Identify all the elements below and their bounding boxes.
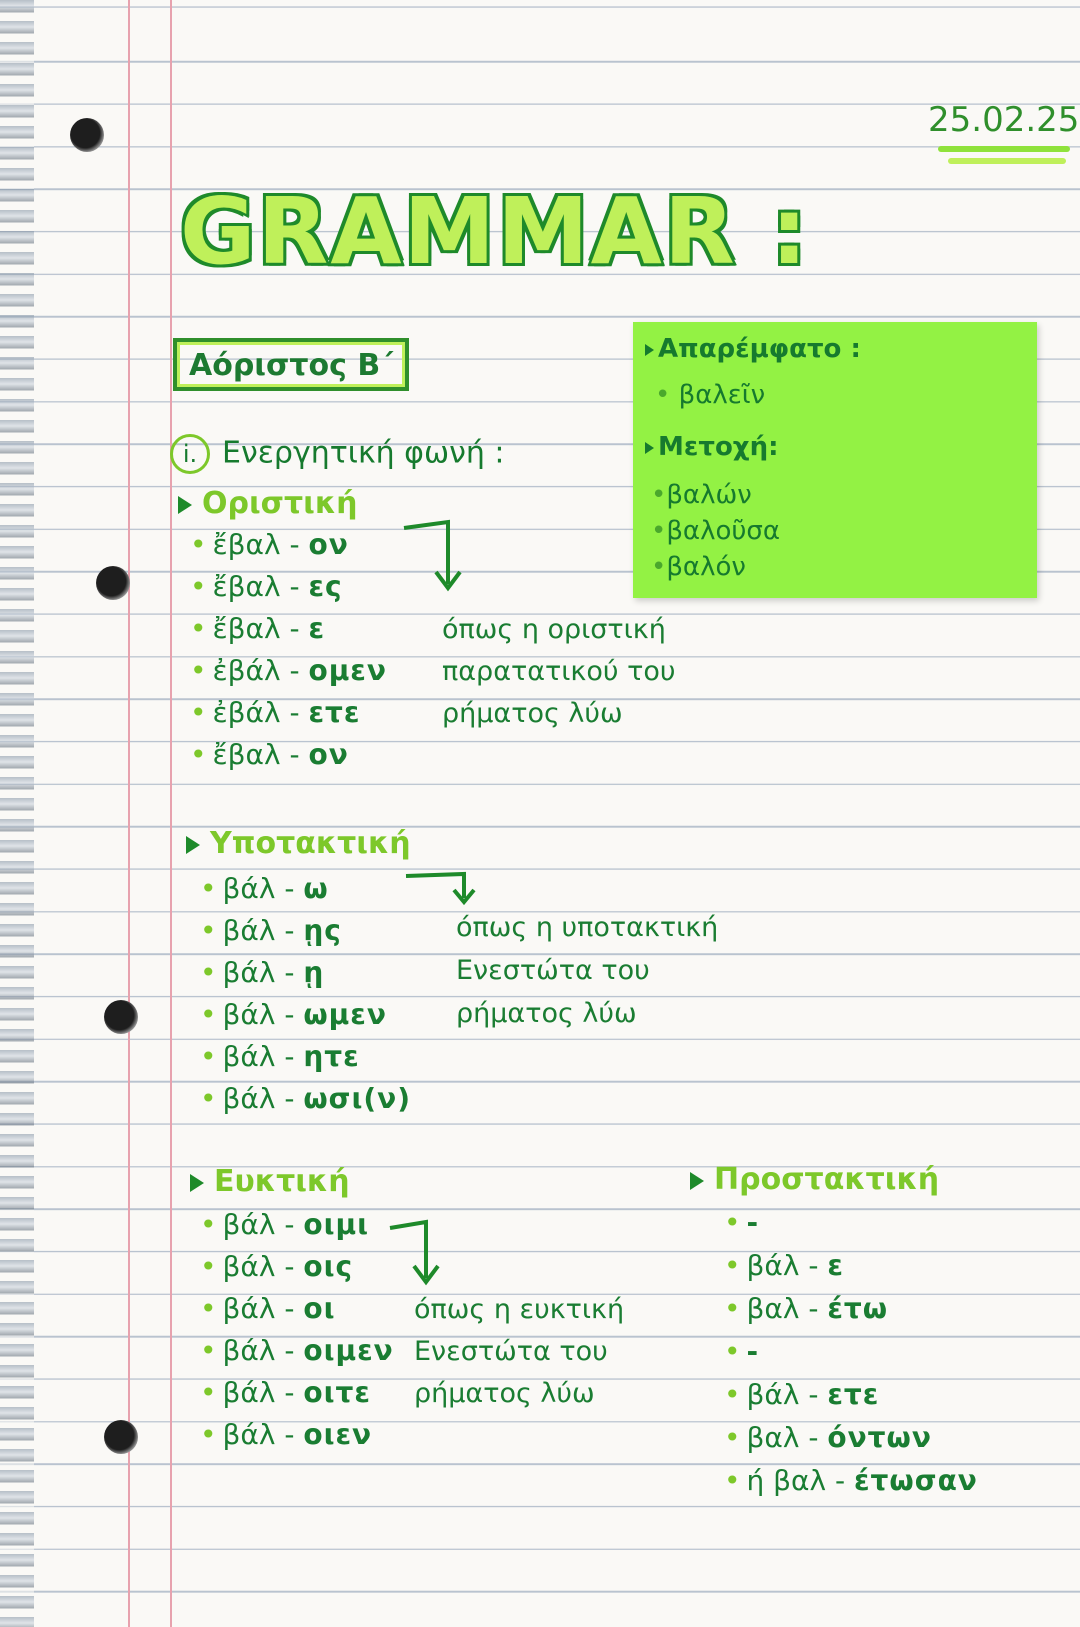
imperative-form	[724, 1464, 978, 1497]
bullet-icon: •	[724, 1464, 741, 1497]
bullet-icon: •	[190, 612, 207, 645]
indicative-ending: ε	[308, 612, 326, 645]
triangle-bullet-icon	[690, 1172, 704, 1190]
imperative-stem: βαλ -	[746, 1292, 828, 1325]
punch-hole	[70, 118, 104, 152]
page-title: GRAMMAR :	[180, 178, 810, 285]
bullet-icon: •	[200, 1208, 217, 1241]
imperative-form	[724, 1249, 844, 1282]
subjunctive-stem: βάλ -	[222, 956, 304, 989]
bullet-icon: •	[724, 1206, 741, 1239]
participle-heading	[645, 432, 778, 462]
participle-form: •βαλοῦσα	[651, 516, 781, 546]
imperative-label: Προστακτική	[714, 1162, 940, 1197]
spiral-binding	[0, 0, 34, 1627]
date: 25.02.25	[928, 100, 1080, 140]
triangle-bullet-icon	[186, 836, 200, 854]
indicative-ending: ετε	[308, 696, 361, 729]
bullet-icon: •	[724, 1249, 741, 1282]
bullet-icon: •	[200, 1376, 217, 1409]
imperative-ending: -	[746, 1206, 760, 1239]
optative-ending: οιμεν	[303, 1334, 394, 1367]
subjunctive-ending: ωμεν	[303, 998, 387, 1031]
indicative-label: Οριστική	[202, 486, 358, 521]
optative-form	[200, 1208, 369, 1241]
bullet-icon: •	[724, 1378, 741, 1411]
triangle-bullet-icon	[645, 344, 654, 356]
bullet-icon: •	[190, 654, 207, 687]
subjunctive-ending: ῃς	[303, 914, 342, 947]
indicative-ending: ες	[308, 570, 343, 603]
triangle-bullet-icon	[645, 442, 654, 454]
infinitive-heading	[645, 334, 861, 364]
optative-ending: οι	[303, 1292, 336, 1325]
optative-form	[200, 1250, 353, 1283]
imperative-ending: ετε	[827, 1378, 880, 1411]
indicative-form	[190, 738, 349, 771]
indicative-form	[190, 696, 361, 729]
optative-note: ρήματος λύω	[414, 1378, 595, 1409]
optative-label: Ευκτική	[214, 1164, 350, 1199]
subjunctive-form	[200, 872, 329, 905]
subjunctive-label: Υποτακτική	[210, 826, 411, 861]
indicative-note: όπως η οριστική	[442, 614, 666, 645]
subjunctive-ending: ω	[303, 872, 329, 905]
indicative-stem: ἔβαλ -	[212, 738, 309, 771]
optative-stem: βάλ -	[222, 1292, 304, 1325]
indicative-form	[190, 654, 387, 687]
triangle-bullet-icon	[178, 496, 192, 514]
optative-note: όπως η ευκτική	[414, 1294, 625, 1325]
optative-stem: βάλ -	[222, 1208, 304, 1241]
infinitive-label: Απαρέμφατο :	[658, 334, 861, 364]
imperative-form	[724, 1335, 759, 1368]
arrow-icon	[402, 868, 482, 908]
subjunctive-ending: ητε	[303, 1040, 360, 1073]
bullet-icon: •	[190, 696, 207, 729]
optative-ending: οιτε	[303, 1376, 371, 1409]
indicative-form	[190, 612, 325, 645]
subjunctive-stem: βάλ -	[222, 872, 304, 905]
bullet-icon: •	[200, 1334, 217, 1367]
optative-stem: βάλ -	[222, 1334, 304, 1367]
subjunctive-form	[200, 956, 324, 989]
imperative-stem: βάλ -	[746, 1378, 828, 1411]
infinitive-form: • βαλεῖν	[655, 380, 766, 410]
indicative-note: παρατατικού του	[442, 656, 676, 687]
bullet-icon: •	[200, 872, 217, 905]
subjunctive-stem: βάλ -	[222, 914, 304, 947]
subjunctive-note: ρήματος λύω	[456, 998, 637, 1029]
subjunctive-note: Ενεστώτα του	[456, 955, 650, 986]
subjunctive-heading	[186, 826, 411, 861]
indicative-heading	[178, 486, 358, 521]
imperative-form	[724, 1292, 888, 1325]
optative-stem: βάλ -	[222, 1250, 304, 1283]
margin-line	[170, 0, 172, 1627]
optative-form	[200, 1292, 335, 1325]
indicative-stem: ἔβαλ -	[212, 528, 309, 561]
imperative-ending: ε	[827, 1249, 844, 1282]
participle-form: •βαλόν	[651, 552, 746, 582]
subjunctive-ending: ῃ	[303, 956, 325, 989]
imperative-ending: έτωσαν	[853, 1464, 978, 1497]
participle-form: •βαλών	[651, 480, 752, 510]
arrow-icon	[386, 1218, 446, 1288]
bullet-icon: •	[724, 1421, 741, 1454]
optative-stem: βάλ -	[222, 1418, 304, 1451]
optative-note: Ενεστώτα του	[414, 1336, 608, 1367]
imperative-stem: ή βαλ -	[746, 1464, 854, 1497]
bullet-icon: •	[200, 998, 217, 1031]
bullet-icon: •	[200, 1082, 217, 1115]
optative-ending: οιμι	[303, 1208, 369, 1241]
bullet-icon: •	[200, 1418, 217, 1451]
subjunctive-form	[200, 998, 387, 1031]
bullet-icon: •	[190, 570, 207, 603]
optative-ending: οις	[303, 1250, 354, 1283]
bullet-icon: •	[724, 1335, 741, 1368]
imperative-form	[724, 1421, 932, 1454]
indicative-ending: ον	[308, 528, 349, 561]
participle-text: βαλόν	[666, 552, 746, 582]
optative-ending: οιεν	[303, 1418, 373, 1451]
indicative-ending: ον	[308, 738, 349, 771]
voice-heading	[170, 434, 505, 474]
punch-hole	[104, 1420, 138, 1454]
subjunctive-stem: βάλ -	[222, 998, 304, 1031]
date-underline	[948, 158, 1066, 164]
imperative-form	[724, 1378, 879, 1411]
imperative-form	[724, 1206, 759, 1239]
bullet-icon: •	[200, 956, 217, 989]
bullet-icon: •	[200, 1040, 217, 1073]
optative-stem: βάλ -	[222, 1376, 304, 1409]
imperative-stem: βαλ -	[746, 1421, 828, 1454]
optative-form	[200, 1376, 371, 1409]
indicative-stem: ἔβαλ -	[212, 570, 309, 603]
infinitive-text: βαλεῖν	[678, 380, 766, 410]
indicative-form	[190, 570, 343, 603]
subjunctive-stem: βάλ -	[222, 1082, 304, 1115]
subjunctive-ending: ωσι(ν)	[303, 1082, 412, 1115]
voice-number: i.	[170, 434, 210, 474]
punch-hole	[104, 1000, 138, 1034]
bullet-icon: •	[190, 528, 207, 561]
indicative-stem: ἐβάλ -	[212, 696, 309, 729]
bullet-icon: •	[200, 914, 217, 947]
indicative-stem: ἔβαλ -	[212, 612, 309, 645]
section-tag: Αόριστος Β΄	[173, 338, 409, 391]
subjunctive-form	[200, 1082, 411, 1115]
voice-label: Ενεργητική φωνή :	[222, 435, 505, 471]
indicative-ending: ομεν	[308, 654, 387, 687]
punch-hole	[96, 566, 130, 600]
imperative-heading	[690, 1162, 939, 1197]
arrow-icon	[400, 518, 470, 594]
sticky-note	[633, 322, 1037, 598]
imperative-stem: βάλ -	[746, 1249, 828, 1282]
optative-heading	[190, 1164, 350, 1199]
bullet-icon: •	[200, 1250, 217, 1283]
indicative-form	[190, 528, 349, 561]
bullet-icon: •	[724, 1292, 741, 1325]
optative-form	[200, 1334, 394, 1367]
bullet-icon: •	[200, 1292, 217, 1325]
imperative-ending: -	[746, 1335, 760, 1368]
indicative-stem: ἐβάλ -	[212, 654, 309, 687]
imperative-ending: όντων	[827, 1421, 932, 1454]
date-underline	[938, 146, 1070, 152]
subjunctive-note: όπως η υποτακτική	[456, 912, 719, 943]
indicative-note: ρήματος λύω	[442, 698, 623, 729]
subjunctive-form	[200, 1040, 360, 1073]
imperative-ending: έτω	[827, 1292, 889, 1325]
margin-line	[128, 0, 130, 1627]
subjunctive-form	[200, 914, 342, 947]
optative-form	[200, 1418, 372, 1451]
bullet-icon: •	[190, 738, 207, 771]
participle-text: βαλών	[666, 480, 752, 510]
subjunctive-stem: βάλ -	[222, 1040, 304, 1073]
participle-text: βαλοῦσα	[666, 516, 781, 546]
triangle-bullet-icon	[190, 1174, 204, 1192]
participle-label: Μετοχή:	[658, 432, 779, 462]
